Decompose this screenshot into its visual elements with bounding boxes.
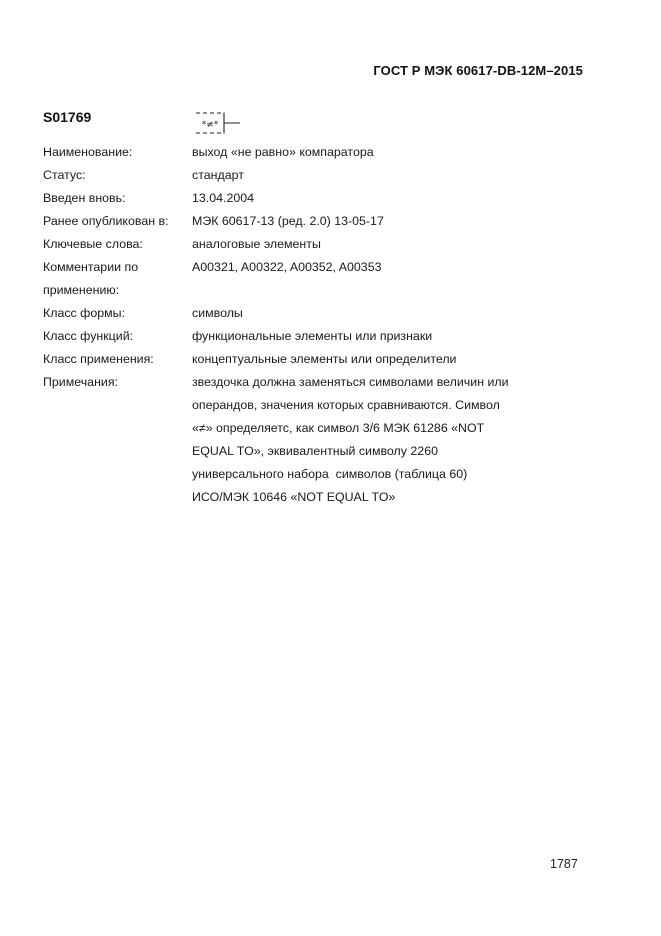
field-value-line: МЭК 60617-13 (ред. 2.0) 13-05-17 <box>192 214 384 228</box>
field-value <box>192 348 603 371</box>
field-label-line: Комментарии по <box>43 260 139 274</box>
field-value-line: стандарт <box>192 168 244 182</box>
field-value <box>192 210 603 233</box>
field-label: Наименование: <box>43 145 133 159</box>
field-value-line: универсального набора символов (таблица 60) <box>192 467 468 481</box>
page-number: 1787 <box>550 857 578 871</box>
field-label: Примечания: <box>43 375 118 389</box>
field-value <box>192 164 603 187</box>
field-row-form-class <box>43 302 603 325</box>
field-row-name <box>43 141 603 164</box>
standard-code-header: ГОСТ Р МЭК 60617-DB-12M–2015 <box>373 63 583 78</box>
field-value-line: 13.04.2004 <box>192 191 255 205</box>
field-label-line: применению: <box>43 283 120 297</box>
field-value <box>192 233 603 256</box>
field-label: Ключевые слова: <box>43 237 143 251</box>
field-value-line: операндов, значения которых сравниваются. Символ <box>192 398 500 412</box>
field-value-line: звездочка должна заменяться символами величин или <box>192 375 509 389</box>
field-label: Ранее опубликован в: <box>43 214 169 228</box>
field-row-application-comments <box>43 256 603 302</box>
svg-text:*≠*: *≠* <box>201 120 219 130</box>
field-row-application-class <box>43 348 603 371</box>
field-value <box>192 302 603 325</box>
field-value <box>192 256 603 302</box>
comparator-not-equal-output-symbol-icon <box>196 112 240 134</box>
field-value-line: символы <box>192 306 243 320</box>
entry-id-title: S01769 <box>43 109 92 125</box>
field-value-line: ИСО/МЭК 10646 «NOT EQUAL TO» <box>192 490 396 504</box>
field-value-line: A00321, A00322, A00352, A00353 <box>192 260 382 274</box>
field-label <box>43 256 192 302</box>
field-value <box>192 141 603 164</box>
field-row-keywords <box>43 233 603 256</box>
field-value <box>192 371 603 509</box>
field-value-line: «≠» определяетс, как символ 3/6 МЭК 61286 «NOT <box>192 421 485 435</box>
field-row-introduced <box>43 187 603 210</box>
field-row-notes <box>43 371 603 509</box>
field-value-line: концептуальные элементы или определители <box>192 352 457 366</box>
field-label: Класс функций: <box>43 329 134 343</box>
field-value <box>192 325 603 348</box>
entry-fields <box>43 141 603 509</box>
field-value <box>192 187 603 210</box>
field-label: Введен вновь: <box>43 191 126 205</box>
field-value-line: функциональные элементы или признаки <box>192 329 433 343</box>
field-value-line: аналоговые элементы <box>192 237 321 251</box>
field-row-status <box>43 164 603 187</box>
field-row-function-class <box>43 325 603 348</box>
field-label: Статус: <box>43 168 86 182</box>
field-row-previously-published <box>43 210 603 233</box>
field-value-line: EQUAL TO», эквивалентный символу 2260 <box>192 444 438 458</box>
field-value-line: выход «не равно» компаратора <box>192 145 374 159</box>
field-label: Класс применения: <box>43 352 154 366</box>
field-label: Класс формы: <box>43 306 126 320</box>
